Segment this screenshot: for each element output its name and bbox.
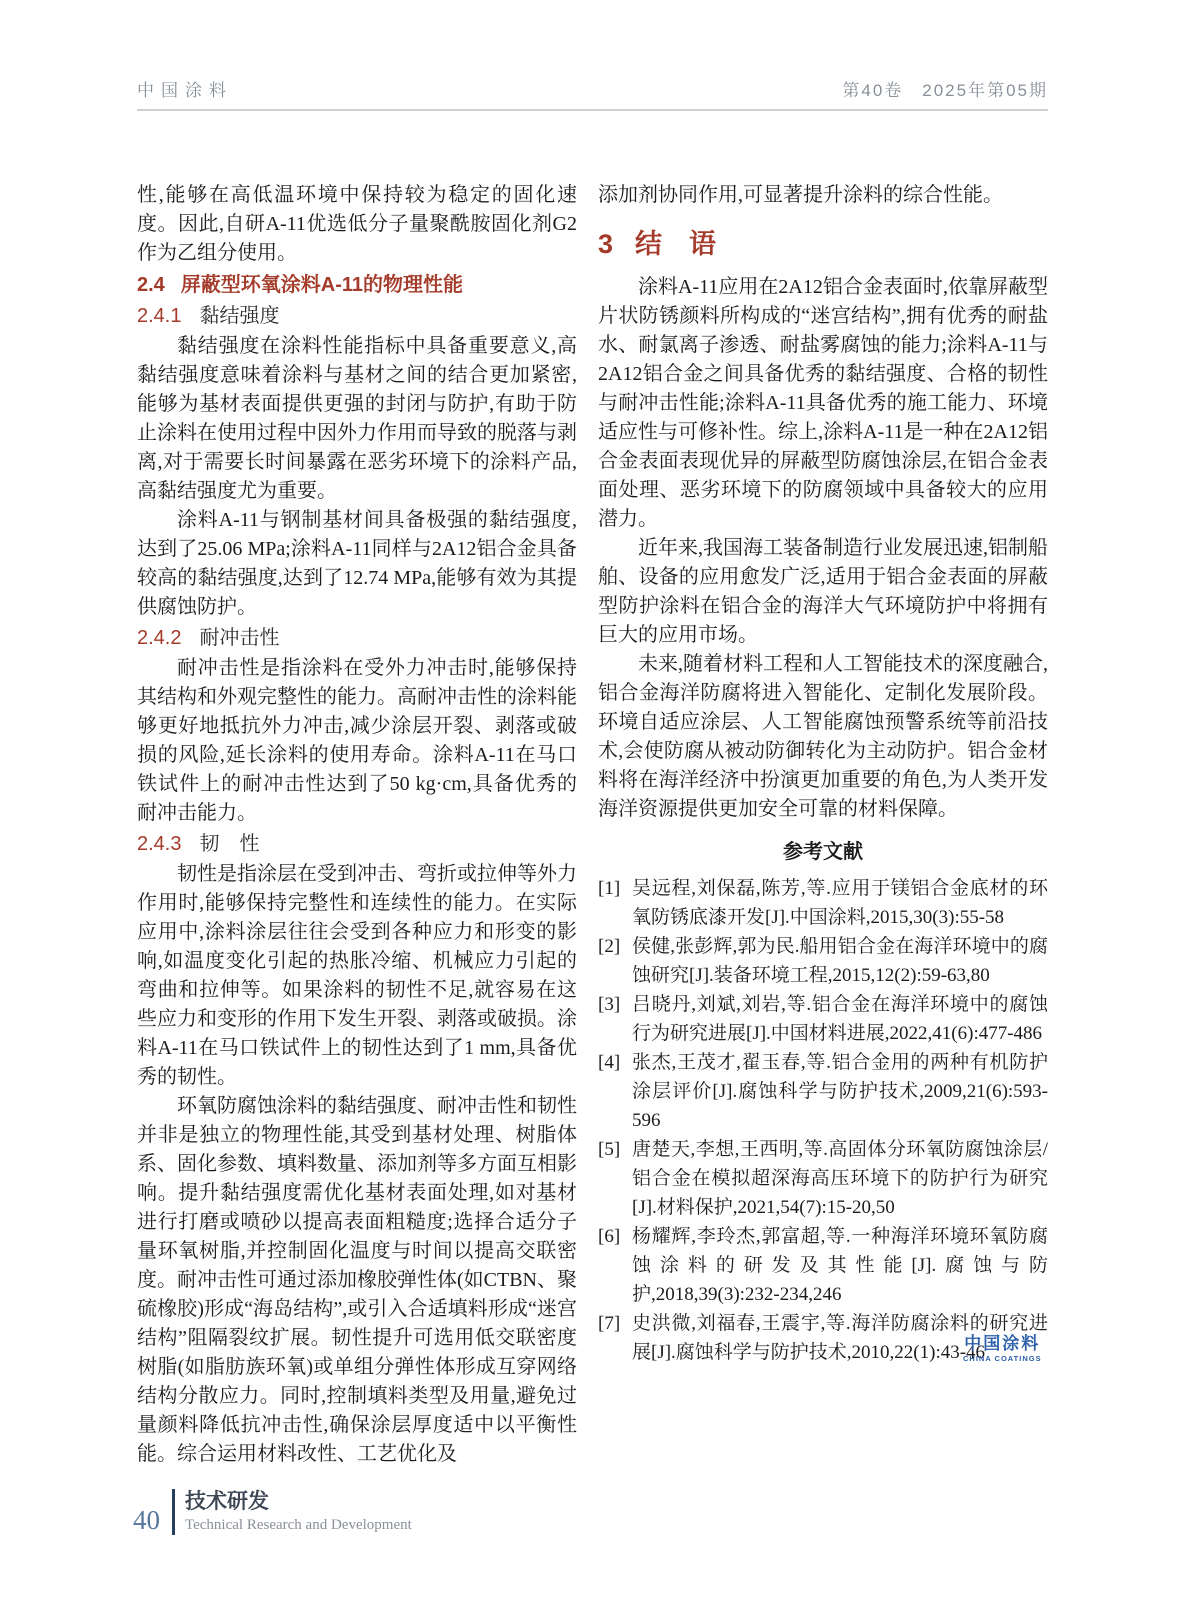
china-coatings-logo (963, 1334, 1042, 1364)
section-heading-2-4-3 (137, 830, 577, 859)
body-paragraph: 未来,随着材料工程和人工智能技术的深度融合,铝合金海洋防腐将进入智能化、定制化发展阶段。环境自适应涂层、人工智能腐蚀预警系统等前沿技术,会使防腐从被动防御转化为主动防护。铝合金材料将在海洋经济中扮演更加重要的角色,为人类开发海洋资源提供更加安全可靠的材料保障。 (598, 653, 1048, 820)
body-paragraph: 添加剂协同作用,可显著提升涂料的综合性能。 (598, 184, 1003, 206)
reference-item (598, 990, 1048, 1048)
reference-text: 吴远程,刘保磊,陈芳,等.应用于镁铝合金底材的环氧防锈底漆开发[J].中国涂料,2015,30(3):55-58 (632, 878, 1048, 928)
body-paragraph: 黏结强度在涂料性能指标中具备重要意义,高黏结强度意味着涂料与基材之间的结合更加紧密,能够为基材表面提供更强的封闭与防护,有助于防止涂料在使用过程中因外力作用而导致的脱落与剥离,对于需要长时间暴露在恶劣环境下的涂料产品,高黏结强度尤为重要。 (137, 335, 577, 502)
section-number: 2.4.2 (137, 627, 182, 649)
issue-info: 第40卷 2025年第05期 (842, 81, 1048, 100)
reference-item (598, 874, 1048, 932)
journal-title: 中国涂料 (137, 81, 233, 100)
footer-section-title: 技术研发 (185, 1490, 269, 1513)
reference-text: 吕晓丹,刘斌,刘岩,等.铝合金在海洋环境中的腐蚀行为研究进展[J].中国材料进展,2022,41(6):477-486 (632, 994, 1048, 1044)
logo-chinese-text: 中国涂料 (964, 1334, 1041, 1353)
page-header (137, 76, 1048, 111)
reference-number: [7] (598, 1313, 621, 1334)
body-paragraph: 韧性是指涂层在受到冲击、弯折或拉伸等外力作用时,能够保持完整性和连续性的能力。在实际应用中,涂料涂层往往会受到各种应力和形变的影响,如温度变化引起的热胀冷缩、机械应力引起的弯曲和拉伸等。如果涂料的韧性不足,就容易在这些应力和变形的作用下发生开裂、剥落或破损。涂料A-11在马口铁试件上的韧性达到了1 mm,具备优秀的韧性。 (137, 863, 577, 1088)
footer-divider (172, 1489, 175, 1535)
footer-section (185, 1489, 412, 1535)
reference-number: [1] (598, 878, 621, 899)
chapter-title: 结 语 (635, 229, 717, 259)
reference-number: [2] (598, 936, 621, 957)
section-heading-2-4-2 (137, 624, 577, 653)
references-heading: 参考文献 (783, 841, 863, 863)
logo-english-text: CHINA COATINGS (963, 1354, 1042, 1363)
reference-number: [3] (598, 994, 621, 1015)
reference-number: [6] (598, 1226, 621, 1247)
reference-number: [4] (598, 1052, 621, 1073)
page-number: 40 (133, 1505, 160, 1535)
body-paragraph: 涂料A-11应用在2A12铝合金表面时,依靠屏蔽型片状防锈颜料所构成的“迷宫结构”,拥有优秀的耐盐水、耐氯离子渗透、耐盐雾腐蚀的能力;涂料A-11与2A12铝合金之间具备优秀的黏结强度、合格的韧性与耐冲击性能;涂料A-11具备优秀的施工能力、环境适应性与可修补性。综上,涂料A-11是一种在2A12铝合金表面表现优异的屏蔽型防腐蚀涂层,在铝合金表面处理、恶劣环境下的防腐领域中具备较大的应用潜力。 (598, 276, 1048, 530)
body-paragraph: 环氧防腐蚀涂料的黏结强度、耐冲击性和韧性并非是独立的物理性能,其受到基材处理、树脂体系、固化参数、填料数量、添加剂等多方面互相影响。提升黏结强度需优化基材表面处理,如对基材进行打磨或喷砂以提高表面粗糙度;选择合适分子量环氧树脂,并控制固化温度与时间以提高交联密度。耐冲击性可通过添加橡胶弹性体(如CTBN、聚硫橡胶)形成“海岛结构”,或引入合适填料形成“迷宫结构”阻隔裂纹扩展。韧性提升可选用低交联密度树脂(如脂肪族环氧)或单组分弹性体形成互穿网络结构分散应力。同时,控制填料类型及用量,避免过量颜料降低抗冲击性,确保涂层厚度适中以平衡性能。综合运用材料改性、工艺优化及 (137, 1095, 577, 1465)
reference-item (598, 1135, 1048, 1222)
reference-number: [5] (598, 1139, 621, 1160)
page-footer (133, 1489, 412, 1535)
chapter-heading-3 (598, 227, 1048, 261)
body-paragraph: 涂料A-11与钢制基材间具备极强的黏结强度,达到了25.06 MPa;涂料A-11同样与2A12铝合金具备较高的黏结强度,达到了12.74 MPa,能够有效为其提供腐蚀防护。 (137, 509, 577, 618)
section-heading-2-4-1 (137, 302, 577, 331)
section-title: 屏蔽型环氧涂料A-11的物理性能 (180, 274, 464, 296)
reference-text: 张杰,王茂才,翟玉春,等.铝合金用的两种有机防护涂层评价[J].腐蚀科学与防护技术,2009,21(6):593-596 (632, 1052, 1048, 1131)
section-number: 2.4.3 (137, 833, 182, 855)
reference-text: 唐楚天,李想,王西明,等.高固体分环氧防腐蚀涂层/铝合金在模拟超深海高压环境下的防护行为研究[J].材料保护,2021,54(7):15-20,50 (632, 1139, 1048, 1218)
reference-item (598, 1048, 1048, 1135)
reference-list (598, 874, 1048, 1367)
article-body (137, 181, 1048, 1469)
section-heading-2-4 (137, 271, 577, 300)
footer-section-subtitle: Technical Research and Development (185, 1517, 412, 1533)
section-title: 耐冲击性 (199, 627, 280, 649)
reference-text: 杨耀辉,李玲杰,郭富超,等.一种海洋环境环氧防腐蚀涂料的研发及其性能[J].腐蚀与防护,2018,39(3):232-234,246 (632, 1226, 1048, 1305)
section-number: 2.4.1 (137, 305, 182, 327)
body-paragraph: 近年来,我国海工装备制造行业发展迅速,铝制船舶、设备的应用愈发广泛,适用于铝合金表面的屏蔽型防护涂料在铝合金的海洋大气环境防护中将拥有巨大的应用市场。 (598, 537, 1048, 646)
chapter-number: 3 (598, 229, 614, 259)
left-column (137, 181, 577, 1469)
right-column (598, 181, 1048, 1469)
body-paragraph: 耐冲击性是指涂料在受外力冲击时,能够保持其结构和外观完整性的能力。高耐冲击性的涂料能够更好地抵抗外力冲击,减少涂层开裂、剥落或破损的风险,延长涂料的使用寿命。涂料A-11在马口铁试件上的耐冲击性达到了50 kg·cm,具备优秀的耐冲击能力。 (137, 657, 577, 824)
reference-text: 侯健,张彭辉,郭为民.船用铝合金在海洋环境中的腐蚀研究[J].装备环境工程,2015,12(2):59-63,80 (632, 936, 1048, 986)
section-title: 黏结强度 (199, 305, 280, 327)
body-paragraph: 性,能够在高低温环境中保持较为稳定的固化速度。因此,自研A-11优选低分子量聚酰胺固化剂G2作为乙组分使用。 (137, 184, 577, 264)
reference-item (598, 932, 1048, 990)
reference-text: 史洪微,刘福春,王震宇,等.海洋防腐涂料的研究进展[J].腐蚀科学与防护技术,2010,22(1):43-46 (632, 1313, 1048, 1363)
section-title: 韧 性 (199, 833, 260, 855)
section-number: 2.4 (137, 274, 165, 296)
reference-item (598, 1222, 1048, 1309)
